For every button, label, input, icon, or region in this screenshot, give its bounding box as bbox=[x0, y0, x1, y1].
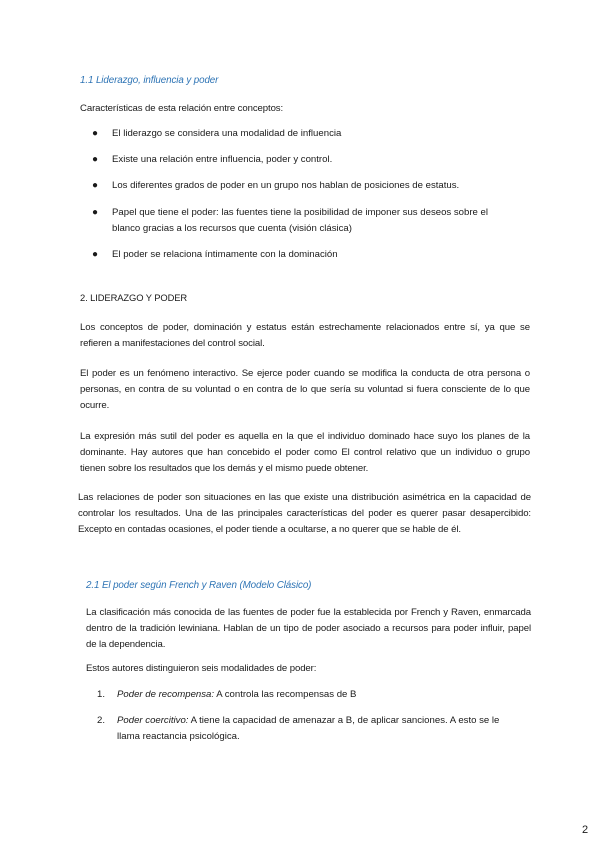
numbered-item bbox=[97, 713, 531, 745]
bullet-icon: ● bbox=[92, 154, 99, 165]
bullet-icon: ● bbox=[92, 207, 99, 218]
bullet-item bbox=[92, 247, 532, 263]
bullet-icon: ● bbox=[92, 249, 99, 260]
bullet-item bbox=[92, 178, 532, 194]
paragraph: La expresión más sutil del poder es aquella en la que el individuo dominado hace suyo los planes de la dominante. Hay autores que han concebido el poder como El control relativo que un individuo o grupo tienen sobre los resultados que los demás y el mismo puede obtener. bbox=[80, 431, 530, 474]
item-text-line-2: llama reactancia psicológica. bbox=[117, 731, 240, 742]
section-heading-2: 2. LIDERAZGO Y PODER bbox=[80, 292, 188, 303]
item-text bbox=[117, 687, 356, 703]
paragraph: El poder es un fenómeno interactivo. Se ejerce poder cuando se modifica la conducta de otra persona o personas, en contra de su voluntad o en contra de lo que sería su voluntad si fuera consciente de lo que ocurre. bbox=[80, 368, 530, 411]
bullet-text-line-2: blanco gracias a los recursos que cuenta (visión clásica) bbox=[112, 223, 352, 234]
bullet-text: El poder se relaciona íntimamente con la dominación bbox=[112, 249, 338, 260]
section-heading-1-1: 1.1 Liderazgo, influencia y poder bbox=[80, 75, 219, 86]
page-number: 2 bbox=[582, 824, 589, 836]
item-term: Poder de recompensa: bbox=[117, 689, 215, 700]
item-term: Poder coercitivo: bbox=[117, 715, 189, 726]
paragraph: La clasificación más conocida de las fuentes de poder fue la establecida por French y Raven, enmarcada dentro de la tradición lewiniana. Hablan de un tipo de poder asociado a recursos para poder influir, papel de la dependencia. bbox=[86, 607, 531, 650]
bullet-text: Los diferentes grados de poder en un grupo nos hablan de posiciones de estatus. bbox=[112, 180, 460, 191]
section-heading-2-1: 2.1 El poder según French y Raven (Modelo Clásico) bbox=[86, 580, 312, 591]
bullet-item bbox=[92, 126, 532, 142]
bullet-icon: ● bbox=[92, 128, 99, 139]
numbered-item bbox=[97, 687, 531, 703]
bullet-item bbox=[92, 152, 532, 168]
item-number: 1. bbox=[97, 689, 106, 700]
paragraph: Los conceptos de poder, dominación y estatus están estrechamente relacionados entre sí, ya que se refieren a manifestaciones del control social. bbox=[80, 322, 530, 349]
bullet-icon: ● bbox=[92, 180, 99, 191]
section-intro: Características de esta relación entre conceptos: bbox=[80, 103, 284, 114]
bullet-item bbox=[92, 205, 532, 237]
paragraph: Las relaciones de poder son situaciones en las que existe una distribución asimétrica en la capacidad de controlar los resultados. Una de las principales características del poder es querer pasar desapercibido: Excepto en contadas ocasiones, el poder tiende a ocultarse, a no querer que se hable de él. bbox=[78, 492, 531, 535]
bullet-text: Existe una relación entre influencia, poder y control. bbox=[112, 154, 333, 165]
paragraph: Estos autores distinguieron seis modalidades de poder: bbox=[86, 663, 317, 674]
item-description: A controla las recompensas de B bbox=[214, 689, 357, 700]
item-text bbox=[117, 713, 499, 729]
bullet-text: El liderazgo se considera una modalidad de influencia bbox=[112, 128, 342, 139]
bullet-text-line-1: Papel que tiene el poder: las fuentes tiene la posibilidad de imponer sus deseos sobre el bbox=[112, 207, 489, 218]
item-description: A tiene la capacidad de amenazar a B, de aplicar sanciones. A esto se le bbox=[188, 715, 500, 726]
item-number: 2. bbox=[97, 715, 106, 726]
